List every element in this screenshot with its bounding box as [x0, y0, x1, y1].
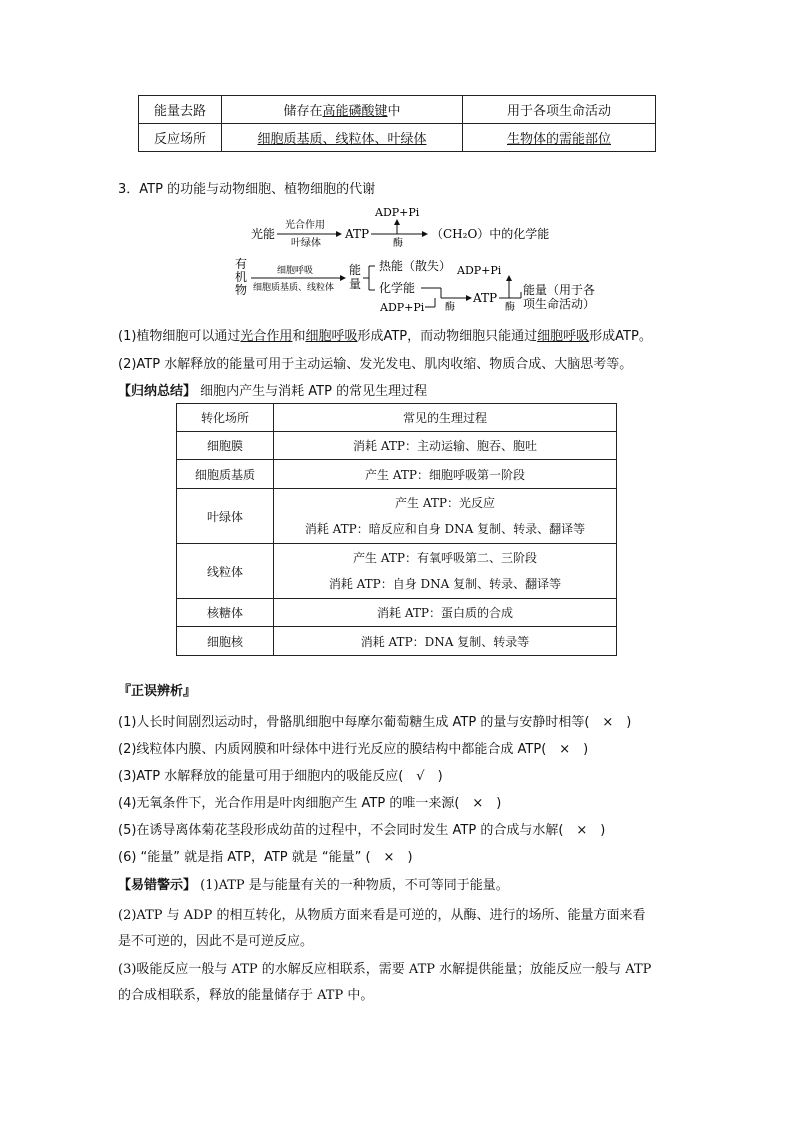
- underlined-answer: 细胞质基质、线粒体、叶绿体: [257, 132, 427, 147]
- cell-line: 消耗 ATP：自身 DNA 复制、转录、翻译等: [328, 577, 562, 591]
- adp-pi-label: ADP+Pi: [457, 264, 502, 277]
- table-cell: [222, 124, 463, 152]
- judge-item: (3)ATP 水解释放的能量可用于细胞内的吸能反应( √ ): [118, 769, 443, 784]
- adp-pi-label: ADP+Pi: [380, 301, 425, 314]
- branch-bracket: [363, 266, 375, 290]
- adp-pi-label: ADP+Pi: [375, 206, 420, 219]
- section-heading: 3．ATP 的功能与动物细胞、植物细胞的代谢: [118, 182, 376, 197]
- table-cell: 线粒体: [177, 544, 274, 599]
- atp-label: ATP: [473, 291, 498, 305]
- atp-label: ATP: [345, 227, 370, 241]
- heat-label: 热能（散失）: [379, 259, 452, 273]
- point-1: [118, 325, 652, 344]
- table-row: [139, 124, 656, 152]
- underlined-answer: 细胞呼吸: [537, 329, 590, 344]
- chem-energy-label: 化学能: [379, 281, 416, 295]
- table-cell: [274, 489, 617, 544]
- energy-use-label-2: 项生命活动）: [523, 297, 596, 311]
- top-table: [138, 95, 656, 152]
- judge-item: (2)线粒体内膜、内质网膜和叶绿体中进行光反应的膜结构中都能合成 ATP( × ): [118, 742, 589, 757]
- table-cell: 细胞核: [177, 627, 274, 656]
- cell-text: 中: [387, 104, 401, 119]
- ch2o-label: （CH₂O）中的化学能: [431, 227, 550, 241]
- table-row: [177, 432, 617, 460]
- warning-line: (3)吸能反应一般与 ATP 的水解反应相联系，需要 ATP 水解提供能量；放能反应一般与 ATP: [118, 962, 652, 977]
- table-row: [177, 627, 617, 656]
- table-cell: 细胞膜: [177, 432, 274, 460]
- judge-item: (6) “能量” 就是指 ATP，ATP 就是 “能量” ( × ): [118, 850, 413, 865]
- resp-sites-label: 细胞质基质、线粒体: [253, 283, 335, 293]
- table-cell: 能量去路: [139, 96, 222, 124]
- table-cell: [274, 544, 617, 599]
- warning-line: 的合成相联系，释放的能量储存于 ATP 中。: [118, 988, 374, 1003]
- cell-line: 产生 ATP：光反应: [395, 496, 495, 510]
- energy-char: 量: [349, 277, 362, 291]
- text: 形成ATP。: [589, 329, 652, 344]
- light-energy-label: 光能: [251, 227, 276, 241]
- energy-use-label: 能量（用于各: [523, 283, 596, 297]
- table-cell: 用于各项生命活动: [463, 96, 656, 124]
- enzyme-label: 酶: [505, 302, 515, 313]
- point-2: (2)ATP 水解释放的能量可用于主动运输、发光发电、肌肉收缩、物质合成、大脑思考等。: [118, 357, 633, 372]
- table-cell: 反应场所: [139, 124, 222, 152]
- table-cell: 消耗 ATP：蛋白质的合成: [274, 599, 617, 627]
- underlined-answer: 光合作用: [240, 329, 293, 344]
- table-header-row: [177, 404, 617, 432]
- cell-line: 消耗 ATP：暗反应和自身 DNA 复制、转录、翻译等: [304, 522, 586, 536]
- enzyme-label: 酶: [445, 302, 455, 313]
- organic-char: 机: [235, 270, 248, 284]
- respiration-label: 细胞呼吸: [277, 266, 314, 276]
- enzyme-label: 酶: [393, 238, 403, 249]
- cell-text: 储存在: [283, 104, 323, 119]
- judge-heading: 『正误辨析』: [118, 684, 197, 699]
- organic-char: 物: [235, 283, 248, 297]
- column-header: 常见的生理过程: [274, 404, 617, 432]
- underlined-answer: 细胞呼吸: [305, 329, 358, 344]
- text: 和: [292, 329, 306, 344]
- table-row: [139, 96, 656, 124]
- summary-tag: 【归纳总结】: [118, 384, 197, 399]
- text: (1)ATP 是与能量有关的一种物质，不可等同于能量。: [200, 878, 509, 893]
- judge-item: (1)人长时间剧烈运动时，骨骼肌细胞中每摩尔葡萄糖生成 ATP 的量与安静时相等( × ): [118, 715, 632, 730]
- summary-table: [176, 403, 617, 656]
- warning-line: (2)ATP 与 ADP 的相互转化，从物质方面来看是可逆的，从酶、进行的场所、能量方面来看: [118, 908, 646, 923]
- table-cell: 消耗 ATP：DNA 复制、转录等: [274, 627, 617, 656]
- table-row: [177, 599, 617, 627]
- photosynthesis-label: 光合作用: [285, 220, 325, 231]
- judge-item: (4)无氧条件下，光合作用是叶肉细胞产生 ATP 的唯一来源( × ): [118, 796, 502, 811]
- warning-line: 是不可逆的，因此不是可逆反应。: [118, 934, 314, 949]
- table-cell: 生物体的需能部位: [463, 124, 656, 152]
- table-cell: [222, 96, 463, 124]
- text: (1)植物细胞可以通过: [118, 329, 241, 344]
- table-row: [177, 489, 617, 544]
- underlined-answer: 高能磷酸键: [322, 104, 388, 119]
- organic-char: 有: [235, 257, 248, 271]
- energy-char: 能: [349, 263, 362, 277]
- table-row: [177, 460, 617, 489]
- table-cell: 细胞质基质: [177, 460, 274, 489]
- table-cell: 核糖体: [177, 599, 274, 627]
- summary-title: [118, 380, 427, 399]
- table-cell: 消耗 ATP：主动运输、胞吞、胞吐: [274, 432, 617, 460]
- warning-tag: 【易错警示】: [118, 878, 197, 893]
- judge-item: (5)在诱导离体菊花茎段形成幼苗的过程中，不会同时发生 ATP 的合成与水解( × ): [118, 823, 606, 838]
- chloroplast-label: 叶绿体: [291, 238, 321, 249]
- table-cell: 叶绿体: [177, 489, 274, 544]
- text: 形成ATP，而动物细胞只能通过: [357, 329, 538, 344]
- table-cell: 产生 ATP：细胞呼吸第一阶段: [274, 460, 617, 489]
- cell-line: 产生 ATP：有氧呼吸第二、三阶段: [353, 551, 537, 565]
- warning-line: [118, 874, 509, 893]
- summary-title-text: 细胞内产生与消耗 ATP 的常见生理过程: [200, 384, 428, 399]
- atp-metabolism-diagram: [225, 200, 596, 320]
- column-header: 转化场所: [177, 404, 274, 432]
- table-row: [177, 544, 617, 599]
